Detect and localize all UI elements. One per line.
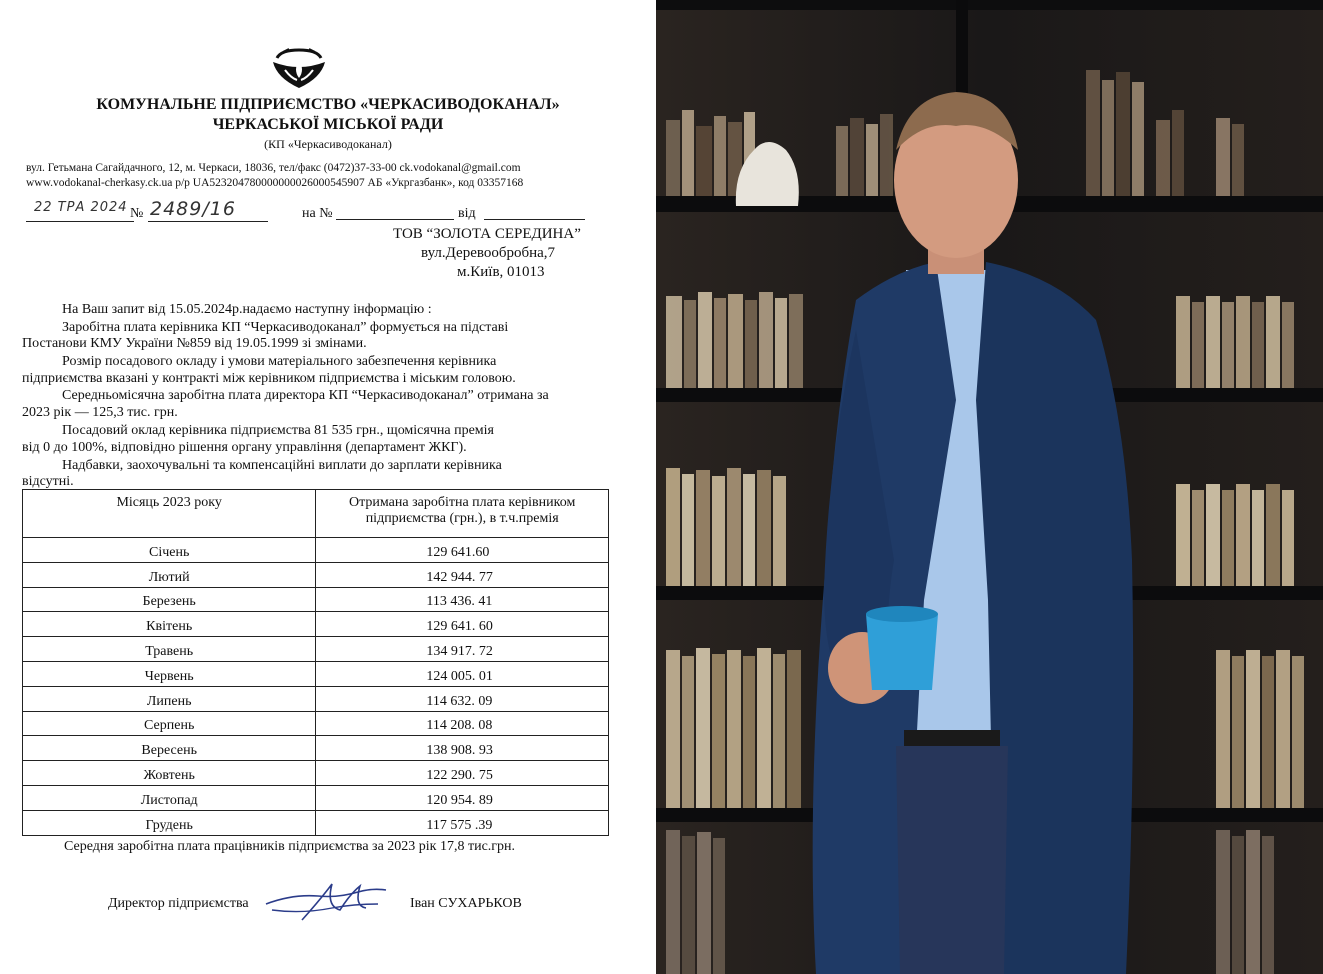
table-row xyxy=(23,661,609,686)
number-underline xyxy=(148,221,268,222)
month-cell: Лютий xyxy=(23,562,316,587)
ref-on-label: на № xyxy=(302,206,333,221)
amount-cell: 129 641.60 xyxy=(316,538,609,563)
table-row xyxy=(23,810,609,835)
month-cell: Квітень xyxy=(23,612,316,637)
portrait-photo xyxy=(656,0,1323,974)
table-row xyxy=(23,587,609,612)
org-short-name: (КП «Черкасиводоканал) xyxy=(264,137,392,151)
paragraph-line: відсутні. xyxy=(22,474,74,489)
mug-icon xyxy=(866,606,938,690)
month-cell: Листопад xyxy=(23,785,316,810)
month-cell: Серпень xyxy=(23,711,316,736)
amount-cell: 113 436. 41 xyxy=(316,587,609,612)
month-cell: Вересень xyxy=(23,736,316,761)
month-column-header: Місяць 2023 року xyxy=(23,490,316,538)
paragraph-line: Розмір посадового окладу і умови матеріального забезпечення керівника xyxy=(62,354,497,369)
date-underline xyxy=(26,221,134,222)
table-row xyxy=(23,538,609,563)
signature-title: Директор підприємства xyxy=(108,896,249,911)
paragraph-line: 2023 рік — 125,3 тис. грн. xyxy=(22,405,178,420)
month-cell: Жовтень xyxy=(23,761,316,786)
month-cell: Липень xyxy=(23,686,316,711)
paragraph-line: Середньомісячна заробітна плата директора КП “Черкасиводоканал” отримана за xyxy=(62,388,549,403)
address-line-1: вул. Гетьмана Сагайдачного, 12, м. Черкаси, 18036, тел/факс (0472)37-33-00 ck.vodokanal@gmail.com xyxy=(26,162,521,174)
amount-cell: 117 575 .39 xyxy=(316,810,609,835)
number-sign: № xyxy=(130,206,144,221)
table-row xyxy=(23,711,609,736)
paragraph-line: Надбавки, заохочувальні та компенсаційні виплати до зарплати керівника xyxy=(62,458,502,473)
table-row xyxy=(23,761,609,786)
vodokanal-logo-icon xyxy=(271,48,327,90)
amount-cell: 120 954. 89 xyxy=(316,785,609,810)
date-stamp: 22 ТРА 2024 xyxy=(34,200,128,215)
ref-date-line xyxy=(484,219,585,220)
amount-cell: 124 005. 01 xyxy=(316,661,609,686)
recipient-street: вул.Деревообробна,7 xyxy=(421,245,556,261)
table-row xyxy=(23,612,609,637)
month-cell: Грудень xyxy=(23,810,316,835)
month-cell: Травень xyxy=(23,637,316,662)
table-row xyxy=(23,637,609,662)
salary-table xyxy=(22,489,609,836)
average-staff-salary: Середня заробітна плата працівників підприємства за 2023 рік 17,8 тис.грн. xyxy=(64,839,516,854)
table-header-row xyxy=(23,490,609,538)
paragraph-line: На Ваш запит від 15.05.2024р.надаємо наступну інформацію : xyxy=(62,302,432,317)
amount-cell: 114 208. 08 xyxy=(316,711,609,736)
table-row xyxy=(23,736,609,761)
month-cell: Червень xyxy=(23,661,316,686)
table-row xyxy=(23,562,609,587)
official-letter xyxy=(0,0,656,974)
amount-cell: 129 641. 60 xyxy=(316,612,609,637)
recipient-city: м.Київ, 01013 xyxy=(457,264,545,280)
table-row xyxy=(23,686,609,711)
registration-number: 2489/16 xyxy=(150,198,236,220)
portrait-illustration xyxy=(656,0,1323,974)
amount-cell: 134 917. 72 xyxy=(316,637,609,662)
paragraph-line: від 0 до 100%, відповідно рішення органу управління (департамент ЖКГ). xyxy=(22,440,467,455)
handwritten-signature-icon xyxy=(262,880,392,928)
month-cell: Березень xyxy=(23,587,316,612)
month-cell: Січень xyxy=(23,538,316,563)
amount-cell: 142 944. 77 xyxy=(316,562,609,587)
paragraph-line: Заробітна плата керівника КП “Черкасиводоканал” формується на підставі xyxy=(62,320,509,335)
amount-cell: 138 908. 93 xyxy=(316,736,609,761)
salary-header-line-2: підприємства (грн.), в т.ч.премія xyxy=(365,511,559,526)
paragraph-line: Постанови КМУ України №859 від 19.05.1999 зі змінами. xyxy=(22,336,367,351)
paragraph-line: Посадовий оклад керівника підприємства 81 535 грн., щомісячна премія xyxy=(62,423,494,438)
salary-header-line-1: Отримана заробітна плата керівником xyxy=(349,495,576,510)
ref-from-label: від xyxy=(458,206,476,221)
amount-cell: 114 632. 09 xyxy=(316,686,609,711)
org-name: КОМУНАЛЬНЕ ПІДПРИЄМСТВО «ЧЕРКАСИВОДОКАНАЛ» xyxy=(96,96,560,113)
ref-number-line xyxy=(336,219,454,220)
recipient-name: ТОВ “ЗОЛОТА СЕРЕДИНА” xyxy=(393,226,581,242)
amount-cell: 122 290. 75 xyxy=(316,761,609,786)
table-row xyxy=(23,785,609,810)
signature-name: Іван СУХАРЬКОВ xyxy=(410,896,522,911)
paragraph-line: підприємства вказані у контракті між керівником підприємства і міським головою. xyxy=(22,371,516,386)
salary-column-header xyxy=(316,490,609,538)
org-council: ЧЕРКАСЬКОЇ МІСЬКОЇ РАДИ xyxy=(212,116,444,133)
address-line-2: www.vodokanal-cherkasy.ck.ua р/р UA523204780000000026000545907 АБ «Укргазбанк», код 03357168 xyxy=(26,177,524,189)
